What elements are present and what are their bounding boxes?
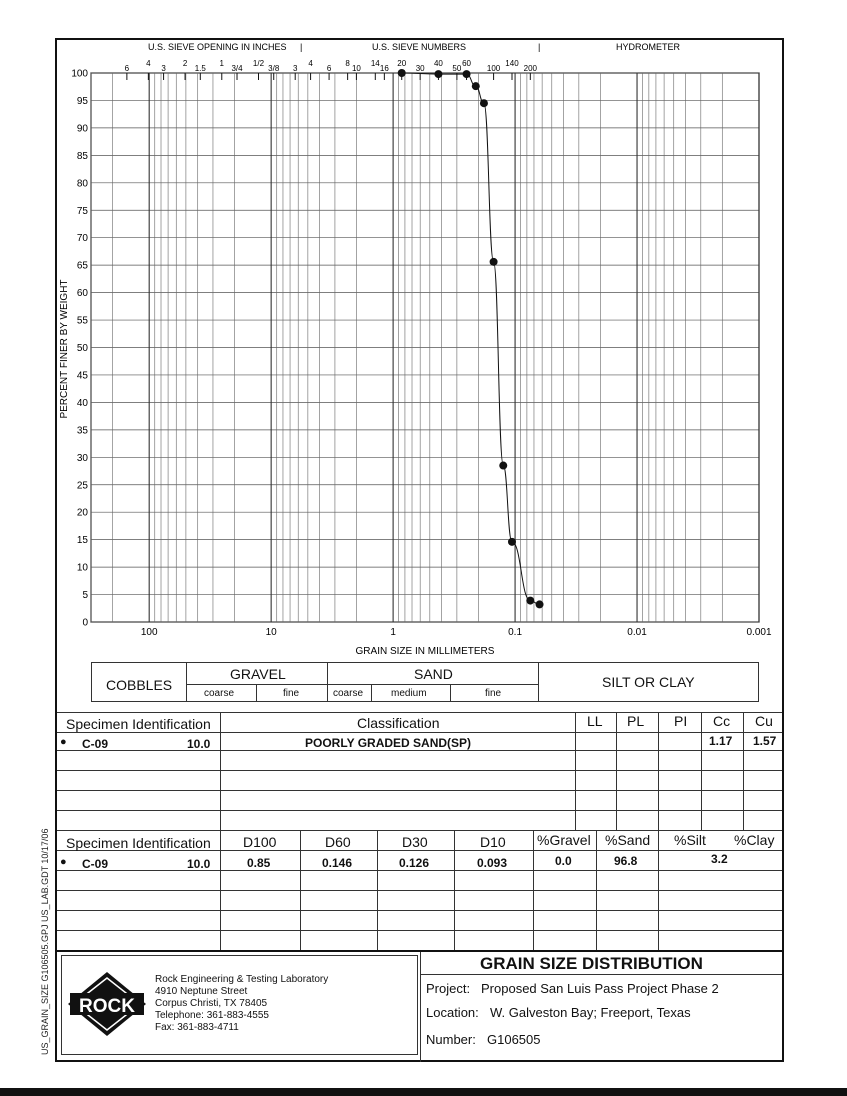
t2-row-d100: 0.85 bbox=[247, 856, 271, 870]
company-name: Rock Engineering & Testing Laboratory bbox=[155, 974, 329, 985]
t2-row-d60: 0.146 bbox=[322, 856, 353, 870]
t1-row-bullet: ● bbox=[60, 736, 67, 748]
t1-header-cu: Cu bbox=[755, 713, 773, 729]
x-tick-label: 1 bbox=[390, 627, 396, 638]
y-tick-label: 20 bbox=[76, 507, 88, 519]
y-tick-label: 35 bbox=[76, 425, 88, 437]
t1-header-cc: Cc bbox=[713, 713, 731, 729]
t1-row-id: C-09 bbox=[82, 737, 109, 751]
number-label: Number: bbox=[426, 1032, 476, 1047]
gravel-coarse-label: coarse bbox=[204, 688, 235, 699]
t2-header-gravel: %Gravel bbox=[537, 832, 591, 848]
y-tick-label: 65 bbox=[76, 260, 88, 272]
sieve-inch-label: 1.5 bbox=[194, 64, 206, 73]
y-tick-label: 5 bbox=[82, 590, 88, 602]
x-tick-label: 100 bbox=[140, 627, 158, 638]
x-axis-label: GRAIN SIZE IN MILLIMETERS bbox=[355, 646, 495, 657]
x-tick-label: 10 bbox=[265, 627, 277, 638]
y-tick-label: 40 bbox=[76, 397, 88, 409]
t2-row-d30: 0.126 bbox=[399, 856, 430, 870]
rock-logo bbox=[66, 970, 148, 1038]
y-tick-label: 95 bbox=[76, 95, 88, 107]
sieve-number-label: 100 bbox=[486, 64, 501, 73]
t1-header-ll: LL bbox=[587, 713, 603, 729]
y-tick-label: 45 bbox=[76, 370, 88, 382]
sand-coarse-label: coarse bbox=[333, 688, 364, 699]
sieve-inch-label: 2 bbox=[182, 59, 188, 68]
t2-row-depth: 10.0 bbox=[187, 857, 211, 871]
gradation-curve bbox=[402, 73, 540, 604]
t2-header-d30: D30 bbox=[402, 834, 428, 850]
y-tick-label: 0 bbox=[82, 617, 88, 629]
t2-header-specimen: Specimen Identification bbox=[66, 835, 211, 851]
file-reference-label: US_GRAIN_SIZE G106505.GPJ US_LAB.GDT 10/17/06 bbox=[40, 828, 50, 1055]
sieve-number-label: 6 bbox=[326, 64, 332, 73]
header-divider-1: | bbox=[300, 42, 303, 52]
sieve-number-label: 14 bbox=[370, 59, 380, 68]
sieve-number-label: 40 bbox=[433, 59, 443, 68]
t2-header-sand: %Sand bbox=[605, 832, 651, 848]
sieve-number-label: 4 bbox=[308, 59, 313, 68]
y-tick-label: 50 bbox=[76, 343, 88, 354]
header-hydrometer: HYDROMETER bbox=[616, 42, 681, 52]
company-fax: Fax: 361-883-4711 bbox=[155, 1022, 239, 1033]
t2-row-id: C-09 bbox=[82, 857, 109, 871]
y-tick-label: 55 bbox=[76, 315, 88, 327]
t1-header-classification: Classification bbox=[357, 715, 440, 731]
data-point bbox=[508, 538, 516, 546]
t2-header-d10: D10 bbox=[480, 834, 506, 850]
y-tick-label: 85 bbox=[76, 150, 88, 162]
y-tick-label: 10 bbox=[76, 562, 88, 574]
t1-row-classification: POORLY GRADED SAND(SP) bbox=[305, 736, 472, 750]
t2-row-bullet: ● bbox=[60, 856, 67, 868]
t2-row-d10: 0.093 bbox=[477, 856, 508, 870]
gravel-label: GRAVEL bbox=[230, 666, 286, 682]
sieve-number-label: 16 bbox=[379, 64, 389, 73]
sieve-number-label: 50 bbox=[452, 64, 462, 73]
cobbles-label: COBBLES bbox=[106, 677, 173, 693]
t2-header-silt: %Silt bbox=[674, 832, 706, 848]
project-label: Project: bbox=[426, 981, 471, 996]
sieve-number-label: 8 bbox=[345, 59, 350, 68]
t1-header-pi: PI bbox=[674, 713, 688, 729]
sand-fine-label: fine bbox=[485, 688, 502, 699]
t2-row-siltclay: 3.2 bbox=[711, 852, 728, 866]
company-street: 4910 Neptune Street bbox=[155, 986, 248, 997]
sieve-inch-label: 4 bbox=[146, 59, 151, 68]
y-tick-label: 75 bbox=[76, 205, 88, 217]
data-point bbox=[472, 82, 480, 90]
y-tick-label: 80 bbox=[76, 178, 88, 190]
sieve-number-label: 30 bbox=[415, 64, 425, 73]
project-value: Proposed San Luis Pass Project Phase 2 bbox=[481, 981, 719, 996]
t1-header-specimen: Specimen Identification bbox=[66, 716, 211, 732]
report-title: GRAIN SIZE DISTRIBUTION bbox=[480, 954, 703, 973]
t1-row-cu: 1.57 bbox=[753, 734, 777, 748]
y-tick-label: 15 bbox=[76, 535, 88, 547]
y-tick-label: 100 bbox=[71, 68, 88, 80]
sieve-number-label: 10 bbox=[351, 64, 361, 73]
t2-header-d60: D60 bbox=[325, 834, 351, 850]
y-axis-label: PERCENT FINER BY WEIGHT bbox=[59, 279, 70, 419]
sieve-inch-label: 1 bbox=[219, 59, 225, 68]
company-phone: Telephone: 361-883-4555 bbox=[155, 1010, 269, 1021]
sieve-inch-label: 3/4 bbox=[231, 64, 243, 73]
data-point bbox=[398, 69, 406, 77]
y-tick-label: 90 bbox=[76, 123, 88, 135]
sieve-number-label: 3 bbox=[292, 64, 298, 73]
t2-header-d100: D100 bbox=[243, 834, 277, 850]
data-point bbox=[536, 600, 544, 608]
sieve-inch-label: 3 bbox=[161, 64, 166, 73]
silt-clay-label: SILT OR CLAY bbox=[602, 674, 695, 690]
location-value: W. Galveston Bay; Freeport, Texas bbox=[490, 1005, 691, 1020]
x-tick-label: 0.01 bbox=[627, 627, 647, 638]
y-tick-label: 60 bbox=[76, 288, 88, 300]
data-point bbox=[490, 258, 498, 266]
sieve-inch-label: 3/8 bbox=[268, 64, 280, 73]
scan-edge bbox=[0, 1088, 847, 1096]
y-tick-label: 30 bbox=[76, 452, 88, 464]
sand-medium-label: medium bbox=[391, 688, 427, 699]
t2-row-gravel: 0.0 bbox=[555, 854, 572, 868]
sand-label: SAND bbox=[414, 666, 453, 682]
sieve-inch-label: 6 bbox=[124, 64, 130, 73]
x-tick-label: 0.1 bbox=[508, 627, 523, 638]
sieve-number-label: 140 bbox=[505, 59, 519, 68]
t2-row-sand: 96.8 bbox=[614, 854, 638, 868]
y-tick-label: 25 bbox=[76, 480, 88, 492]
data-point bbox=[526, 597, 534, 605]
gravel-fine-label: fine bbox=[283, 688, 300, 699]
number-value: G106505 bbox=[487, 1032, 541, 1047]
y-tick-label: 70 bbox=[76, 233, 88, 245]
data-point bbox=[434, 70, 442, 78]
t1-row-depth: 10.0 bbox=[187, 737, 211, 751]
company-city: Corpus Christi, TX 78405 bbox=[155, 998, 268, 1009]
data-point bbox=[463, 70, 471, 78]
t2-header-clay: %Clay bbox=[734, 832, 775, 848]
location-label: Location: bbox=[426, 1005, 479, 1020]
logo-text: ROCK bbox=[79, 996, 135, 1017]
sieve-inch-label: 1/2 bbox=[252, 59, 265, 68]
t1-header-pl: PL bbox=[627, 713, 645, 729]
t1-row-cc: 1.17 bbox=[709, 734, 733, 748]
sieve-number-label: 20 bbox=[397, 59, 407, 68]
sieve-number-label: 200 bbox=[523, 64, 537, 73]
x-tick-label: 0.001 bbox=[746, 627, 772, 638]
data-point bbox=[480, 99, 488, 107]
data-point bbox=[499, 462, 507, 470]
header-sieve-numbers: U.S. SIEVE NUMBERS bbox=[372, 42, 467, 52]
header-divider-2: | bbox=[538, 42, 541, 52]
sieve-number-label: 60 bbox=[462, 59, 471, 68]
header-sieve-inches: U.S. SIEVE OPENING IN INCHES bbox=[148, 42, 287, 52]
